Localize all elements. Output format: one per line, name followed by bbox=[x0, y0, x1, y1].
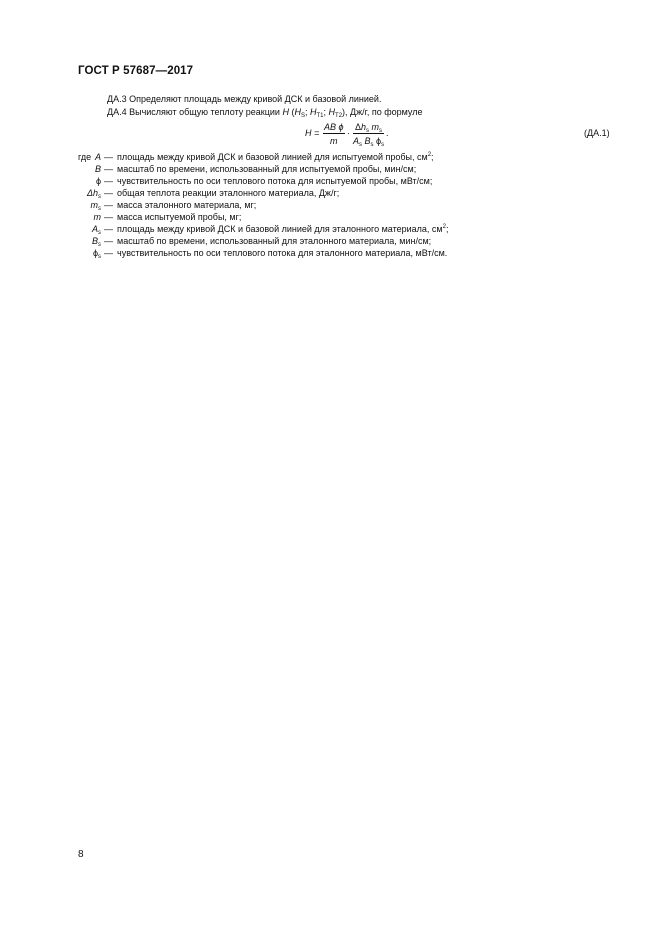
symbol-h: H bbox=[282, 107, 289, 117]
symbol-ht1-sub: T1 bbox=[316, 113, 324, 119]
den-phi: ϕ bbox=[373, 136, 382, 146]
equation-number: (ДА.1) bbox=[584, 128, 610, 138]
symbol-sub: s bbox=[98, 254, 101, 260]
definition-symbol bbox=[92, 236, 101, 246]
definition-text bbox=[117, 224, 448, 234]
den-b: B bbox=[362, 136, 371, 146]
fraction-1-numerator: AB ϕ bbox=[324, 122, 344, 132]
delta-symbol: Δ bbox=[355, 122, 362, 132]
definition-text bbox=[117, 152, 434, 162]
symbol-ht2: H bbox=[328, 107, 336, 117]
fraction-2-denominator bbox=[353, 134, 384, 146]
definition-row bbox=[0, 248, 661, 260]
fraction-1-denominator: m bbox=[330, 136, 338, 146]
definition-text bbox=[117, 188, 339, 198]
definition-row bbox=[0, 212, 661, 224]
definition-symbol bbox=[96, 176, 101, 186]
definition-tail: ; bbox=[431, 152, 434, 162]
definition-symbol bbox=[95, 164, 101, 174]
num-h-sub: s bbox=[366, 128, 370, 134]
definition-row bbox=[0, 224, 661, 236]
definition-dash: — bbox=[104, 176, 113, 186]
formula-end: . bbox=[386, 128, 389, 138]
definition-row bbox=[0, 236, 661, 248]
definition-text bbox=[117, 212, 241, 222]
definition-symbol bbox=[94, 212, 102, 222]
definition-row bbox=[0, 200, 661, 212]
definition-dash: — bbox=[104, 236, 113, 246]
symbol-ht1: H bbox=[310, 107, 317, 117]
symbol-hs-sub: S bbox=[300, 113, 305, 119]
paren-open: ( bbox=[288, 107, 295, 117]
definition-symbol bbox=[93, 248, 101, 258]
symbol-base: Δh bbox=[86, 188, 98, 198]
page-number: 8 bbox=[78, 849, 84, 860]
num-m-sub: s bbox=[379, 128, 383, 134]
where-label: где bbox=[78, 152, 92, 162]
symbol-base: B bbox=[94, 164, 101, 174]
definition-sup: 2 bbox=[427, 152, 432, 158]
formula-lhs: H = bbox=[305, 128, 320, 138]
definition-dash: — bbox=[104, 164, 113, 174]
symbol-base: m bbox=[90, 200, 98, 210]
definition-body: масштаб по времени, использованный для эталонного материала, мин/см; bbox=[117, 236, 432, 246]
definition-symbol bbox=[87, 188, 101, 198]
definition-dash: — bbox=[104, 224, 113, 234]
symbol-sub: s bbox=[98, 206, 101, 212]
symbol-base: m bbox=[93, 212, 101, 222]
definition-dash: — bbox=[104, 152, 113, 162]
symbol-sub: s bbox=[98, 242, 101, 248]
den-phi-sub: s bbox=[381, 142, 385, 148]
definition-row bbox=[0, 152, 661, 164]
definition-row bbox=[0, 188, 661, 200]
definition-text bbox=[117, 248, 447, 258]
symbol-base: ϕ bbox=[95, 176, 101, 186]
definition-row bbox=[0, 176, 661, 188]
definition-dash: — bbox=[104, 188, 113, 198]
definition-body: площадь между кривой ДСК и базовой линией для испытуемой пробы, см bbox=[117, 152, 428, 162]
symbol-base: A bbox=[91, 224, 98, 234]
definition-sup: 2 bbox=[442, 224, 446, 230]
symbol-base: A bbox=[94, 152, 101, 162]
formula-fraction-1 bbox=[323, 122, 345, 146]
definition-text bbox=[117, 176, 432, 186]
definition-text bbox=[117, 164, 416, 174]
definition-body: масса эталонного материала, мг; bbox=[117, 200, 257, 210]
definition-symbol bbox=[92, 224, 101, 234]
definition-dash: — bbox=[104, 248, 113, 258]
definition-body: масса испытуемой пробы, мг; bbox=[117, 212, 242, 222]
formula-dot: · bbox=[347, 128, 350, 138]
symbol-sub: s bbox=[98, 194, 101, 200]
separator-1: ; bbox=[304, 107, 310, 117]
definition-body: чувствительность по оси теплового потока для эталонного материала, мВт/см. bbox=[117, 248, 448, 258]
symbol-ht2-sub: T2 bbox=[335, 113, 343, 119]
definition-text bbox=[117, 236, 431, 246]
fraction-2-numerator bbox=[353, 122, 384, 134]
symbol-sub: s bbox=[98, 230, 101, 236]
definition-body: площадь между кривой ДСК и базовой линией для эталонного материала, см bbox=[117, 224, 443, 234]
separator-2: ; bbox=[323, 107, 329, 117]
num-h: h bbox=[361, 122, 367, 132]
definition-tail: ; bbox=[445, 224, 449, 234]
definition-dash: — bbox=[104, 212, 113, 222]
document-header: ГОСТ Р 57687—2017 bbox=[78, 65, 194, 77]
definition-row bbox=[0, 164, 661, 176]
den-a-sub: s bbox=[359, 142, 363, 148]
definition-body: общая теплота реакции эталонного материала, Дж/г; bbox=[117, 188, 340, 198]
den-b-sub: s bbox=[370, 142, 374, 148]
symbol-base: ϕ bbox=[92, 248, 98, 258]
paragraph-da4-prefix: ДА.4 Вычисляют общую теплоту реакции bbox=[107, 107, 283, 117]
paragraph-da4-suffix: ), Дж/г, по формуле bbox=[342, 107, 423, 117]
den-a: A bbox=[353, 136, 360, 146]
definition-symbol bbox=[91, 200, 102, 210]
paragraph-da3: ДА.3 Определяют площадь между кривой ДСК и базовой линией. bbox=[107, 94, 382, 104]
num-m: m bbox=[369, 122, 380, 132]
definition-body: чувствительность по оси теплового потока для испытуемой пробы, мВт/см; bbox=[117, 176, 433, 186]
definition-text bbox=[117, 200, 256, 210]
definition-symbol bbox=[95, 152, 101, 162]
symbol-base: B bbox=[91, 236, 98, 246]
definition-dash: — bbox=[104, 200, 113, 210]
symbol-hs: H bbox=[294, 107, 301, 117]
definition-body: масштаб по времени, использованный для испытуемой пробы, мин/см; bbox=[117, 164, 417, 174]
formula-fraction-2 bbox=[353, 122, 384, 146]
paragraph-da4 bbox=[107, 107, 423, 117]
